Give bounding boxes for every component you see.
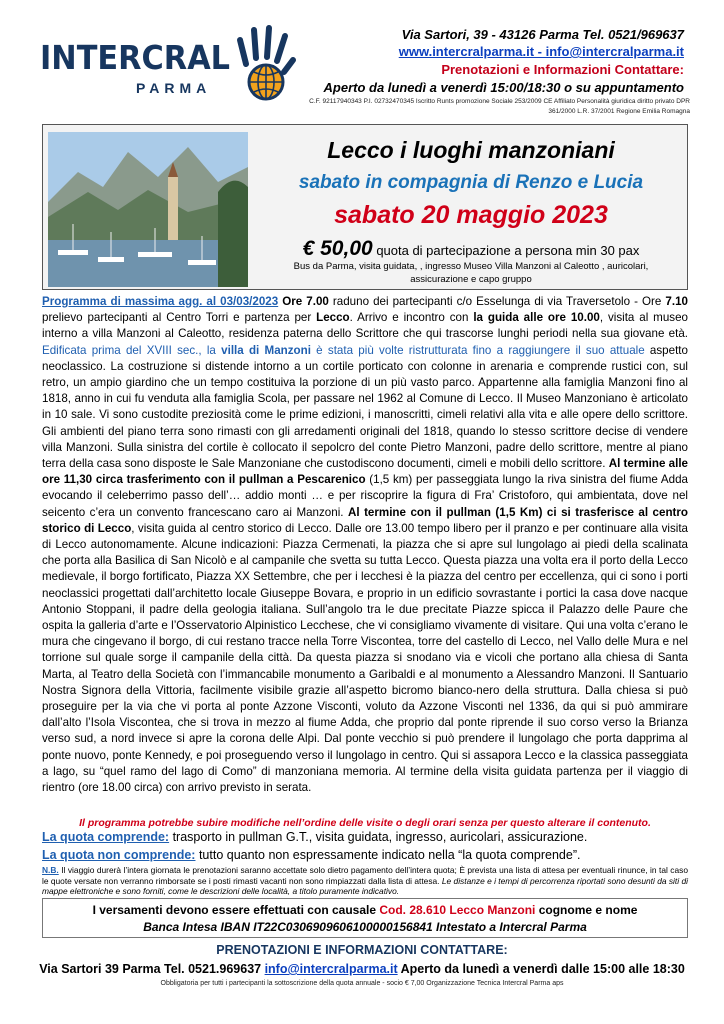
nb-text: Il viaggio durerà l’intera giornata le prenotazioni saranno accettate solo dietro pagamento dell’intera quota; È prevista una lista di attesa per eventuali rinunce, in tal caso le quote versate non verranno rimborsate se i posti rimasti vacanti non sono rimpiazzati dalla lista di attesa.	[42, 865, 688, 886]
quota-non-comprende-text: tutto quanto non espressamente indicato nella “la quota comprende”.	[195, 848, 581, 862]
program-villa: villa di Manzoni	[221, 343, 311, 357]
event-title: Lecco i luoghi manzoniani	[327, 137, 615, 163]
program-t5: aspetto neoclassico. La costruzione si distende intorno a un cortile porticato con colonne in arenaria e comprende rustici con, sul retro, un ampio giardino che un tempo costituiva la porzione di un più vasto parco. Appartenne alla famiglia Manzoni fino al 1818, anno in cui fu venduta alla famiglia Scola, per passare nel 1962 al Comune di Lecco. Il Museo Manzoniano è articolato in 10 sale. Vi sono custodite preziosità come le prime edizioni, i manoscritti, cimeli relativi alla vita e alle opere dello scrittore. Gli ambienti del piano terra sono rimasti con gli arredamenti originali del 1818, quando lo stesso scrittore decise di vendere villa Manzoni. Sulla sinistra del cortile è collocato il sepolcro del conte Pietro Manzoni, padre dello scrittore, mentre al piano terra della casa sono disposte le Sale Manzoniane che custodiscono documenti, cimeli e mobili dello scrittore.	[42, 343, 688, 471]
intercral-logo	[40, 24, 300, 106]
program-edificata2: è stata più volte ristrutturata fino a raggiungere il suo attuale	[310, 343, 645, 357]
nb-label: N.B.	[42, 865, 59, 875]
footer-hours: Aperto da lunedì a venerdì dalle 15:00 alle 18:30	[397, 962, 685, 976]
hand-globe-icon	[236, 24, 296, 104]
footer-contact	[0, 962, 724, 976]
footer-email-link[interactable]: info@intercralparma.it	[264, 962, 398, 976]
event-price: € 50,00	[302, 237, 373, 260]
program-t4: , visita al museo interno a villa Manzoni al Caleotto, residenza paterna dello Scrittore che qui trascorse lunghi periodi nella sua giovane età.	[42, 311, 688, 341]
header-address: Via Sartori, 39 - 43126 Parma Tel. 0521/969637	[401, 27, 684, 42]
payment-text-a: I versamenti devono essere effettuati con causale	[92, 903, 380, 917]
nb-italic: Le distanze e i tempi di percorrenza riportati sono desunti da siti di mappe elettroniche e sono forniti, come le descrizioni delle località, a titolo puramente indicativo.	[42, 875, 688, 897]
includes-line-2: assicurazione e capo gruppo	[410, 274, 532, 285]
program-label: Programma di massima agg. al 03/03/2023	[42, 295, 279, 308]
header-opening-hours: Aperto da lunedì a venerdì 15:00/18:30 o su appuntamento	[323, 80, 684, 95]
quota-comprende	[42, 829, 688, 846]
program-t1: raduno dei partecipanti c/o Esselunga di via Traversetolo - Ore	[328, 295, 666, 308]
program-ore7: Ore 7.00	[282, 295, 329, 308]
header-legal-info: C.F. 92117940343 P.I. 02732470345 Iscritto Runts promozione Sociale 253/2009 CE Affiliato Personalità giuridica diritto privato DPR 361/2000 L.R. 37/2001 Regione Emilia Romagna	[309, 98, 690, 115]
includes-line-1: Bus da Parma, visita guidata, , ingresso Museo Villa Manzoni al Caleotto , auricolari,	[293, 261, 649, 272]
quota-comprende-text: trasporto in pullman G.T., visita guidata, ingresso, auricolari, assicurazione.	[169, 830, 588, 844]
event-date: sabato 20 maggio 2023	[334, 201, 608, 229]
event-subtitle: sabato in compagnia di Renzo e Lucia	[298, 172, 644, 193]
program-lecco: Lecco	[316, 311, 350, 325]
footer-title: PRENOTAZIONI E INFORMAZIONI CONTATTARE:	[216, 943, 508, 957]
price-note: quota di partecipazione a persona min 30 pax	[376, 243, 640, 258]
nb-note	[42, 865, 688, 897]
program-termine1: Al termine alle ore 11,30 circa trasferimento con il pullman a Pescarenico	[42, 457, 688, 487]
payment-text-b: cognome e nome	[535, 903, 638, 917]
footer-address: Via Sartori 39 Parma Tel. 0521.969637	[39, 962, 265, 976]
program-termine2: Al termine con il pullman (1,5 Km) ci si trasferisce al centro storico di Lecco	[42, 505, 688, 535]
quota-non-comprende	[42, 847, 688, 864]
header-prenotazioni: Prenotazioni e Informazioni Contattare:	[441, 62, 684, 77]
program-t6: (1,5 km) per passeggiata lungo la riva sinistra del fiume Adda evocando il celeberrimo passo dell’… addio monti … e per riscoprire la figura di Fra’ Cristoforo, qui ambientata, dove nel seicento c’era un convento francescano caro ai Manzoni.	[42, 473, 688, 519]
program-ore710: 7.10	[665, 295, 688, 308]
quota-comprende-label: La quota comprende:	[42, 830, 170, 844]
payment-iban: Banca Intesa IBAN IT22C0306909606100000156841 Intestato a Intercral Parma	[143, 920, 587, 934]
payment-line-1	[43, 903, 687, 917]
quota-non-comprende-label: La quota non comprende:	[42, 848, 196, 862]
payment-box	[42, 898, 688, 938]
program-notice: Il programma potrebbe subire modifiche nell’ordine delle visite o degli orari senza per questo alterare il contenuto.	[79, 817, 651, 829]
header-web-link[interactable]: www.intercralparma.it - info@intercralparma.it	[398, 44, 684, 59]
logo-subtext: PARMA	[136, 80, 212, 96]
logo-text: INTERCRAL	[40, 38, 231, 77]
event-title-box	[42, 124, 688, 290]
program-t2: prelievo partecipanti al Centro Torri e partenza per	[42, 311, 317, 325]
price-line	[253, 237, 689, 261]
header-contact	[300, 26, 684, 97]
program-t3: . Arrivo e incontro con	[349, 311, 474, 325]
lecco-lake-photo	[48, 132, 248, 287]
program-t7: , visita guida al centro storico di Lecco. Dalle ore 13.00 tempo libero per il pranzo e per continuare alla visita di Lecco autonomamente. Alcune indicazioni: Piazza Cermenati, la piazza che si apre sul lungolago ai piedi della scalinata che porta alla Basilica di San Nicolò e al campanile che svetta su tutta Lecco. Questa piazza una volta era il porto della Lecco medievale, il borgo fortificato, Piazza XX Settembre, che per i lecchesi è la piazza del centro per eccellenza, qui ci sono i porti neoclassici progettati dall’architetto locale Giuseppe Bovara, e proprio in un edificio sovrastante i portici la casa dove nacque Antonio Stoppani, il padre della geologia italiana. Sull’angolo tra le due precitate Piazze spicca il Palazzo delle Paure che ospita la galleria d’arte e l’Osservatorio Alpinistico Lecchese, che vi consigliamo vivamente di visitare. Qui una volta c’erano le mura che cingevano il borgo, di cui restano tracce nella Torre Viscontea, torre del castello di Lecco, nel Vallo delle Mura e nel torrione sul quale sorge il campanile della città. Da questa piazza si snodano via e vicoli che portano alla chiesa di Santa Marta, al Teatro della Società con l’immancabile monumento a Garibaldi e al monumento a Alessandro Manzoni. Il Santuario Nostra Signora della Vittoria, facilmente visibile grazie all’aspetto bicromo bianco-nero della struttura. Dalla chiesa si può proseguire per la via che vi porta al ponte Azzone Visconti, voluto da Azzone Visconti nel 1336, da qui si può ammirare dall’alto l’Isola Viscontea, che si trova in mezzo al fiume Adda, che proprio dal ponte riprende il suo corso verso la Brianza verso sud, a nord invece si apre la corona delle Alpi. Dal ponte vecchio si può prendere il lungolago che porta dapprima al ponte nuovo, ponte Kennedy, e poi proseguendo verso il lungolago in centro. Qui si assapora Lecco e la classica passeggiata a lago, su “quel ramo del lago di Como” di manzoniana memoria. Al termine della visita guidata partenza per il viaggio di rientro (ore 18.00 circa) con arrivo previsto in serata.	[42, 521, 689, 795]
footer-small-print: Obbligatoria per tutti i partecipanti la sottoscrizione della quota annuale - socio € 7,00 Organizzazione Tecnica Intercral Parma aps	[160, 980, 564, 987]
program-guida: la guida alle ore 10.00	[473, 311, 600, 325]
program-edificata: Edificata prima del XVIII sec., la	[42, 343, 222, 357]
program-text	[42, 294, 688, 796]
payment-code: Cod. 28.610 Lecco Manzoni	[379, 903, 536, 917]
